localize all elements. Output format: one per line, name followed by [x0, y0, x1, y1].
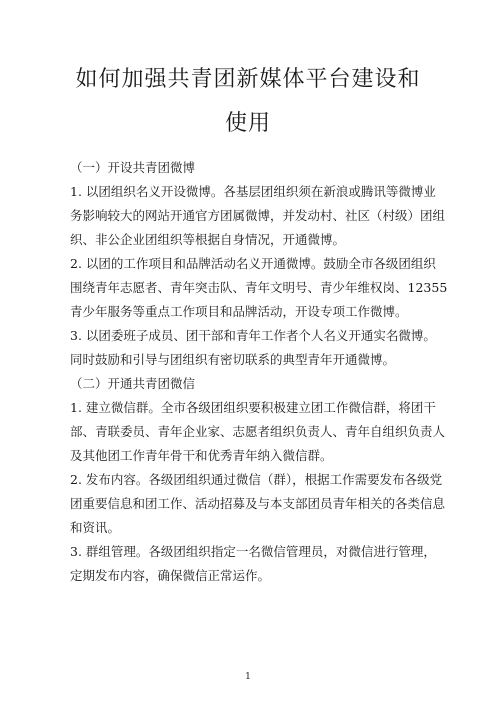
section-heading-wechat: （二）开通共青团微信: [70, 376, 196, 391]
body-line: 务影响较大的网站开通官方团属微博，并发动村、社区（村级）团组: [70, 208, 446, 223]
document-title-line-2: 使用: [224, 111, 271, 136]
body-line: 3. 以团委班子成员、团干部和青年工作者个人名义开通实名微博。: [70, 328, 436, 343]
body-line: 和资讯。: [70, 520, 121, 535]
body-line: 及其他团工作青年骨干和优秀青年纳入微信群。: [70, 448, 333, 463]
body-line: 2. 以团的工作项目和品牌活动名义开通微博。鼓励全市各级团组织: [70, 256, 436, 271]
body-line: 织、非公企业团组织等根据自身情况，开通微博。: [70, 232, 346, 247]
body-line: 1. 建立微信群。全市各级团组织要积极建立团工作微信群，将团干: [70, 400, 436, 415]
body-line: 围绕青年志愿者、青年突击队、青年文明号、青少年维权岗、12355: [70, 280, 448, 295]
document-title-line-1: 如何加强共青团新媒体平台建设和: [75, 67, 421, 92]
body-line: 同时鼓励和引导与团组织有密切联系的典型青年开通微博。: [70, 352, 396, 367]
page-number: 1: [245, 672, 251, 682]
body-line: 团重要信息和团工作、活动招募及与本支部团员青年相关的各类信息: [70, 496, 446, 511]
body-line: 1. 以团组织名义开设微博。各基层团组织须在新浪或腾讯等微博业: [70, 184, 436, 199]
document-body: [70, 156, 448, 588]
body-line: 定期发布内容，确保微信正常运作。: [70, 568, 271, 583]
body-line: 3. 群组管理。各级团组织指定一名微信管理员，对微信进行管理，: [70, 544, 436, 559]
section-heading-weibo: （一）开设共青团微博: [70, 160, 196, 175]
body-line: 青少年服务等重点工作项目和品牌活动，开设专项工作微博。: [70, 304, 408, 319]
body-line: 部、青联委员、青年企业家、志愿者组织负责人、青年自组织负责人: [70, 424, 446, 439]
body-line: 2. 发布内容。各级团组织通过微信（群），根据工作需要发布各级党: [70, 472, 443, 487]
